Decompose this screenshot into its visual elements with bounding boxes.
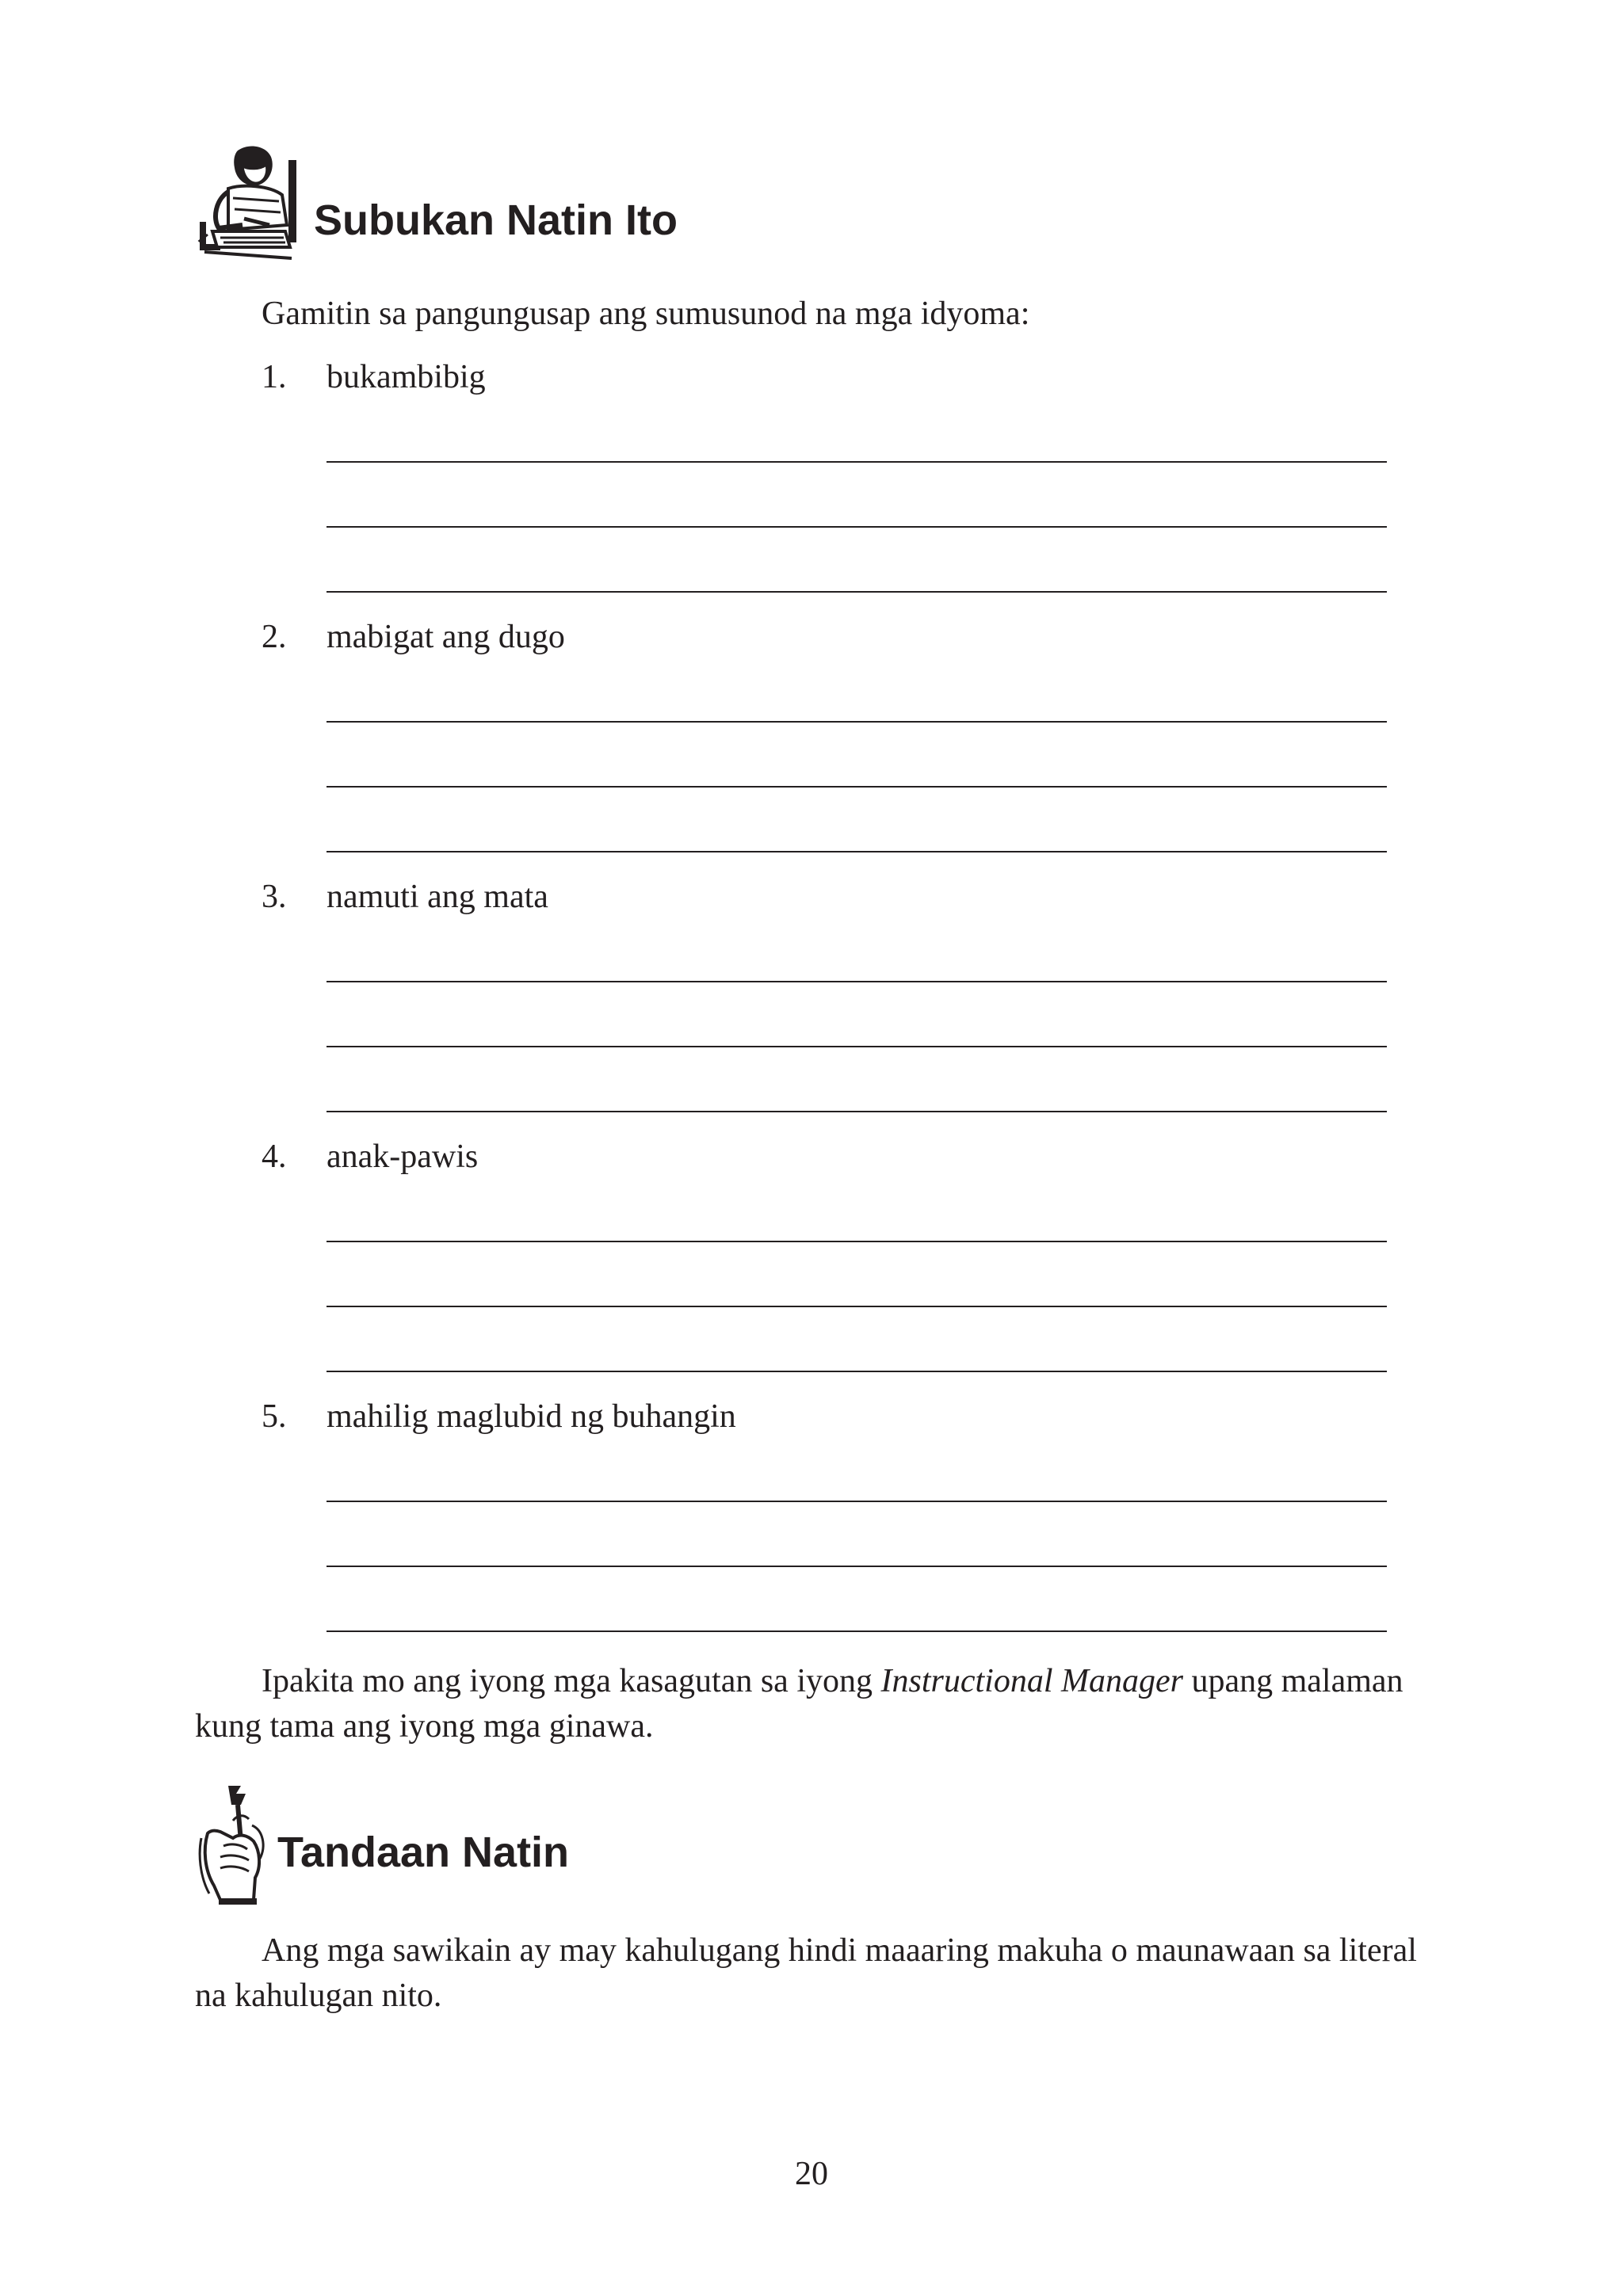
answer-line[interactable] xyxy=(327,1371,1387,1372)
item-idiom: bukambibig xyxy=(327,359,486,395)
item-number: 5. xyxy=(262,1398,287,1435)
hand-holding-pen-icon xyxy=(197,1783,269,1906)
person-writing-icon xyxy=(197,143,304,266)
answer-line[interactable] xyxy=(327,1501,1387,1502)
exercise-item-4 xyxy=(262,1138,1387,1176)
item-idiom: mahilig maglubid ng buhangin xyxy=(327,1398,736,1435)
answer-line[interactable] xyxy=(327,1046,1387,1047)
answer-line[interactable] xyxy=(327,786,1387,788)
exercise-item-5 xyxy=(262,1398,1387,1436)
closing-text-after: upang malaman kung tama ang iyong mga ginawa. xyxy=(195,1663,1403,1745)
answer-line[interactable] xyxy=(327,1566,1387,1567)
item-number: 1. xyxy=(262,359,287,395)
exercise-item-1 xyxy=(262,358,1387,396)
item-idiom: namuti ang mata xyxy=(327,879,548,915)
summary-paragraph xyxy=(195,1928,1431,2019)
closing-paragraph xyxy=(195,1659,1431,1749)
item-idiom: anak-pawis xyxy=(327,1138,479,1175)
answer-line[interactable] xyxy=(327,461,1387,463)
answer-line[interactable] xyxy=(327,1241,1387,1242)
instruction-text: Gamitin sa pangungusap ang sumusunod na mga idyoma: xyxy=(262,296,1030,332)
item-idiom: mabigat ang dugo xyxy=(327,619,565,655)
section-title: Subukan Natin Ito xyxy=(314,196,678,244)
answer-line[interactable] xyxy=(327,1111,1387,1112)
summary-text: Ang mga sawikain ay may kahulugang hindi maaaring makuha o maunawaan sa literal na kahulugan nito. xyxy=(195,1932,1417,2014)
answer-line[interactable] xyxy=(327,1630,1387,1632)
page-number: 20 xyxy=(795,2156,828,2192)
section-title: Tandaan Natin xyxy=(277,1829,570,1876)
answer-line[interactable] xyxy=(327,526,1387,528)
section-header-subukan xyxy=(197,143,678,266)
exercise-item-2 xyxy=(262,618,1387,656)
exercise-item-3 xyxy=(262,878,1387,916)
item-number: 2. xyxy=(262,619,287,655)
answer-line[interactable] xyxy=(327,981,1387,982)
answer-line[interactable] xyxy=(327,851,1387,852)
closing-text-emphasis: Instructional Manager xyxy=(880,1663,1183,1699)
section-header-tandaan xyxy=(197,1783,569,1906)
closing-text-before: Ipakita mo ang iyong mga kasagutan sa iyong xyxy=(262,1663,881,1699)
item-number: 3. xyxy=(262,879,287,915)
answer-line[interactable] xyxy=(327,591,1387,593)
item-number: 4. xyxy=(262,1138,287,1175)
answer-line[interactable] xyxy=(327,721,1387,723)
answer-line[interactable] xyxy=(327,1306,1387,1307)
